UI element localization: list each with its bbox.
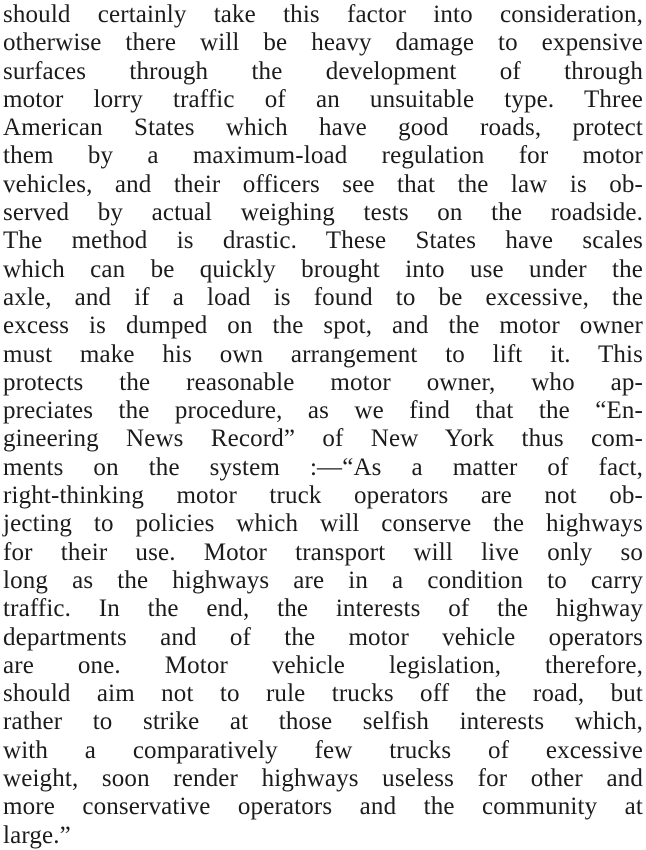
- text-line: should certainly take this factor into consideration,: [3, 1, 643, 28]
- text-line: excess is dumped on the spot, and the motor owner: [3, 312, 643, 340]
- text-line: should aim not to rule trucks off the road, but: [3, 680, 643, 708]
- text-line: rather to strike at those selfish interests which,: [3, 708, 643, 736]
- text-line: with a comparatively few trucks of excessive: [3, 736, 643, 764]
- text-line: which can be quickly brought into use under the: [3, 255, 643, 283]
- text-line: long as the highways are in a condition to carry: [3, 566, 643, 594]
- text-line: motor lorry traffic of an unsuitable type. Three: [3, 85, 643, 113]
- text-line: for their use. Motor transport will live only so: [3, 538, 643, 566]
- text-line: vehicles, and their officers see that the law is ob-: [3, 170, 643, 198]
- text-line: must make his own arrangement to lift it. This: [3, 340, 643, 368]
- text-line: served by actual weighing tests on the roadside.: [3, 199, 643, 227]
- document-page: [3, 1, 643, 849]
- text-line: axle, and if a load is found to be excessive, the: [3, 283, 643, 311]
- text-line: departments and of the motor vehicle operators: [3, 623, 643, 651]
- text-line: traffic. In the end, the interests of the highway: [3, 595, 643, 623]
- text-line: more conservative operators and the community at: [3, 793, 643, 821]
- text-line: gineering News Record” of New York thus com-: [3, 425, 643, 453]
- text-line: are one. Motor vehicle legislation, therefore,: [3, 651, 643, 679]
- text-line: American States which have good roads, protect: [3, 114, 643, 142]
- text-line: preciates the procedure, as we find that the “En-: [3, 397, 643, 425]
- text-line: surfaces through the development of through: [3, 57, 643, 85]
- text-line: jecting to policies which will conserve the highways: [3, 510, 643, 538]
- text-line: protects the reasonable motor owner, who ap-: [3, 368, 643, 396]
- text-line: weight, soon render highways useless for other and: [3, 765, 643, 793]
- text-line: right-thinking motor truck operators are not ob-: [3, 482, 643, 510]
- text-line: otherwise there will be heavy damage to expensive: [3, 29, 643, 57]
- text-line: them by a maximum-load regulation for motor: [3, 142, 643, 170]
- body-paragraph: [3, 1, 643, 850]
- text-line: ments on the system :—“As a matter of fact,: [3, 453, 643, 481]
- text-line: large.”: [3, 821, 71, 849]
- text-line: The method is drastic. These States have scales: [3, 227, 643, 255]
